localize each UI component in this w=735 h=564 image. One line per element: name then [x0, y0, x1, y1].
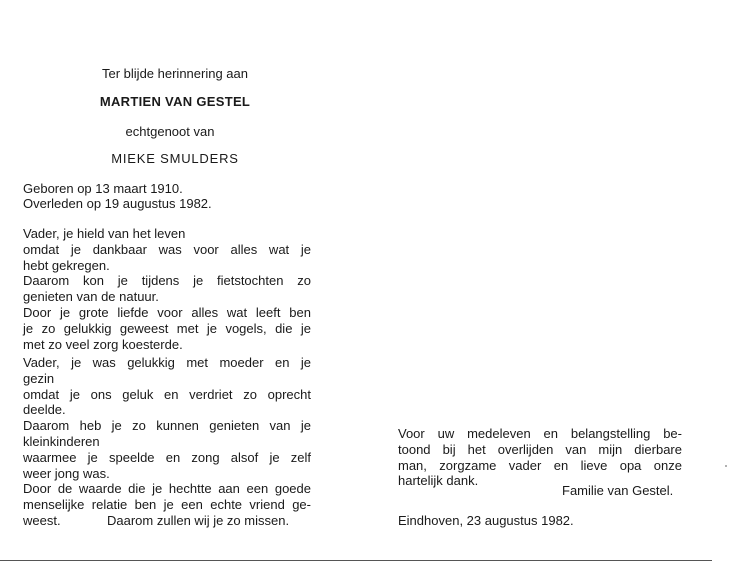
deceased-name: MARTIEN VAN GESTEL [99, 94, 251, 109]
poem-line: je zo gelukkig geweest met je vogels, die je [23, 320, 311, 336]
poem-line: weest. [23, 512, 61, 528]
thanks-line: man, zorgzame vader en lieve opa onze [398, 457, 682, 473]
poem-line: menselijke relatie ben je een echte vriend ge- [23, 497, 311, 513]
poem-line: hebt gekregen. [23, 257, 110, 273]
poem-line: Daarom heb je zo kunnen genieten van je [23, 418, 311, 434]
thanks-line: Voor uw medeleven en belangstelling be- [398, 426, 682, 441]
poem-paragraph-2 [23, 355, 311, 529]
family-signature: Familie van Gestel. [562, 483, 674, 498]
poem-line: kleinkinderen [23, 433, 100, 449]
poem-line: Door je grote liefde voor alles wat leeft ben [23, 304, 311, 320]
poem-line: Door de waarde die je hechtte aan een goede [23, 481, 311, 497]
closing-line: Daarom zullen wij je zo missen. [107, 513, 290, 528]
relation-line: echtgenoot van [125, 124, 215, 139]
poem-paragraph-1 [23, 226, 311, 352]
poem-line: Vader, je was gelukkig met moeder en je [23, 355, 311, 370]
thanks-line: toond bij het overlijden van mijn dierbare [398, 441, 682, 457]
poem-line: omdat je dankbaar was voor alles wat je [23, 241, 311, 257]
birth-date: Geboren op 13 maart 1910. [23, 181, 183, 196]
card-edge-line [0, 560, 712, 561]
header-line: Ter blijde herinnering aan [102, 66, 248, 81]
death-date: Overleden op 19 augustus 1982. [23, 196, 212, 211]
poem-line: Vader, je hield van het leven [23, 226, 186, 241]
poem-line: Daarom kon je tijdens je fietstochten zo [23, 273, 311, 289]
thanks-paragraph [398, 426, 682, 489]
place-date: Eindhoven, 23 augustus 1982. [398, 513, 574, 528]
poem-line: gezin [23, 370, 55, 386]
poem-line: deelde. [23, 402, 66, 418]
poem-line: omdat je ons geluk en verdriet zo oprecht [23, 386, 311, 402]
scan-speck [725, 465, 727, 467]
poem-line: waarmee je speelde en zong alsof je zelf [23, 449, 311, 465]
spouse-name: MIEKE SMULDERS [111, 151, 239, 166]
poem-line: weer jong was. [23, 465, 110, 481]
thanks-line: hartelijk dank. [398, 473, 479, 489]
poem-line: genieten van de natuur. [23, 289, 159, 305]
poem-line: met zo veel zorg koesterde. [23, 336, 183, 352]
